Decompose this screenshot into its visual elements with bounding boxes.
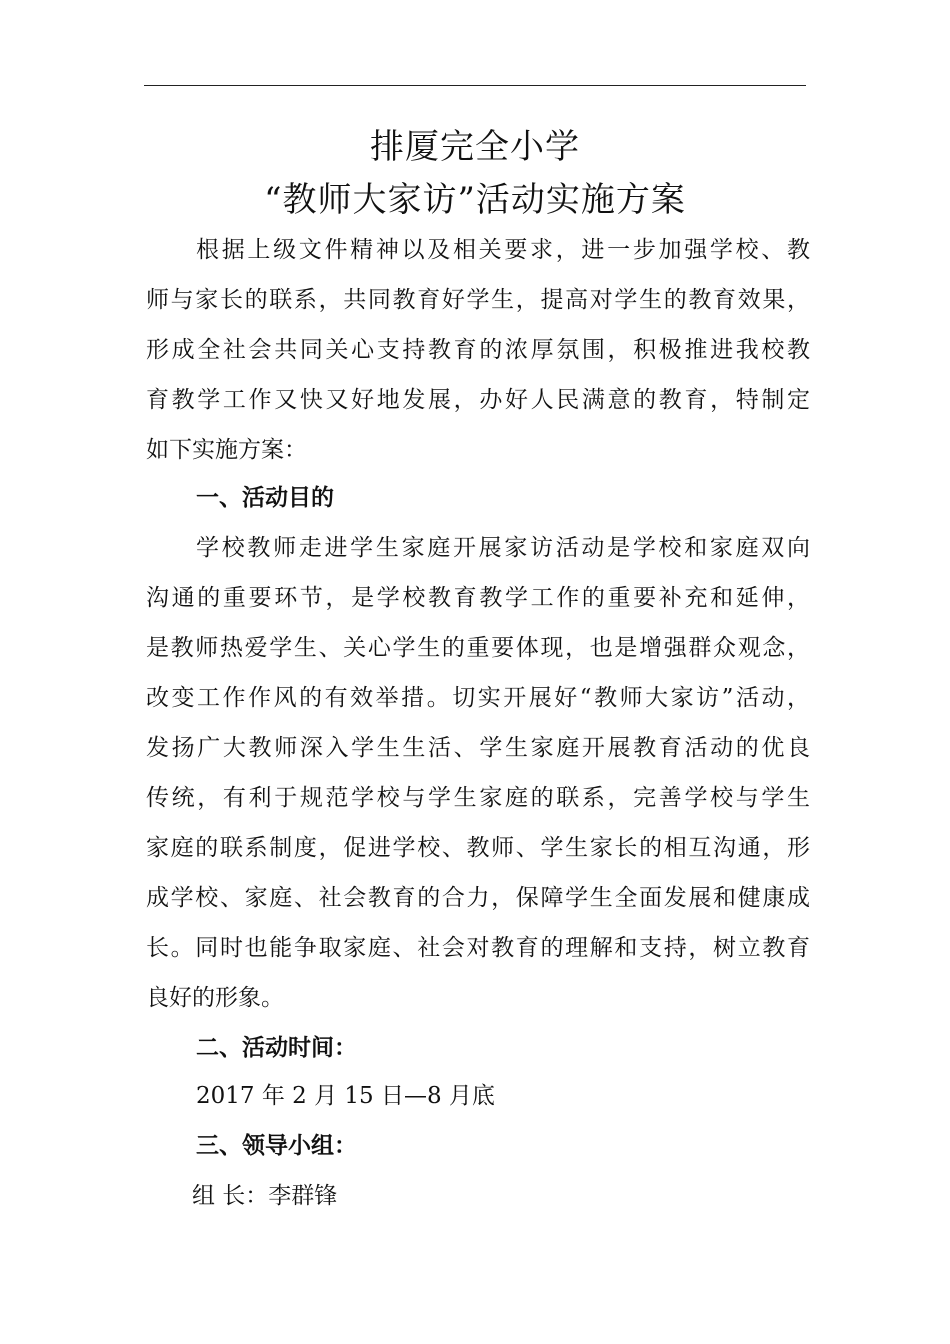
intro-line: 师与家长的联系，共同教育好学生，提高对学生的教育效果， <box>146 287 810 313</box>
purpose-line: 改变工作作风的有效举措。切实开展好“教师大家访”活动， <box>146 685 810 711</box>
intro-line: 育教学工作又快又好地发展，办好人民满意的教育，特制定 <box>146 387 810 413</box>
purpose-line: 家庭的联系制度，促进学校、教师、学生家长的相互沟通，形 <box>146 835 810 861</box>
purpose-line: 沟通的重要环节，是学校教育教学工作的重要补充和延伸， <box>146 585 810 611</box>
intro-line: 形成全社会共同关心支持教育的浓厚氛围，积极推进我校教 <box>146 337 810 363</box>
section-heading-time: 二、活动时间： <box>196 1035 357 1061</box>
purpose-line: 良好的形象。 <box>146 985 284 1011</box>
section-heading-purpose: 一、活动目的 <box>196 485 334 511</box>
activity-date-range: 2017 年 2 月 15 日—8 月底 <box>196 1083 495 1109</box>
header-rule <box>144 85 806 86</box>
purpose-line: 发扬广大教师深入学生生活、学生家庭开展教育活动的优良 <box>146 735 810 761</box>
leadership-leader: 组 长：李群锋 <box>192 1183 338 1209</box>
purpose-line: 学校教师走进学生家庭开展家访活动是学校和家庭双向 <box>196 535 810 561</box>
purpose-line: 是教师热爱学生、关心学生的重要体现，也是增强群众观念， <box>146 635 810 661</box>
purpose-line: 传统，有利于规范学校与学生家庭的联系，完善学校与学生 <box>146 785 810 811</box>
purpose-line: 成学校、家庭、社会教育的合力，保障学生全面发展和健康成 <box>146 885 810 911</box>
document-title-school: 排厦完全小学 <box>370 127 580 167</box>
intro-line: 如下实施方案： <box>146 437 307 463</box>
section-heading-leadership: 三、领导小组： <box>196 1133 357 1159</box>
document-title-plan: “教师大家访”活动实施方案 <box>264 180 686 220</box>
purpose-line: 长。同时也能争取家庭、社会对教育的理解和支持，树立教育 <box>146 935 810 961</box>
intro-line: 根据上级文件精神以及相关要求，进一步加强学校、教 <box>196 237 810 263</box>
